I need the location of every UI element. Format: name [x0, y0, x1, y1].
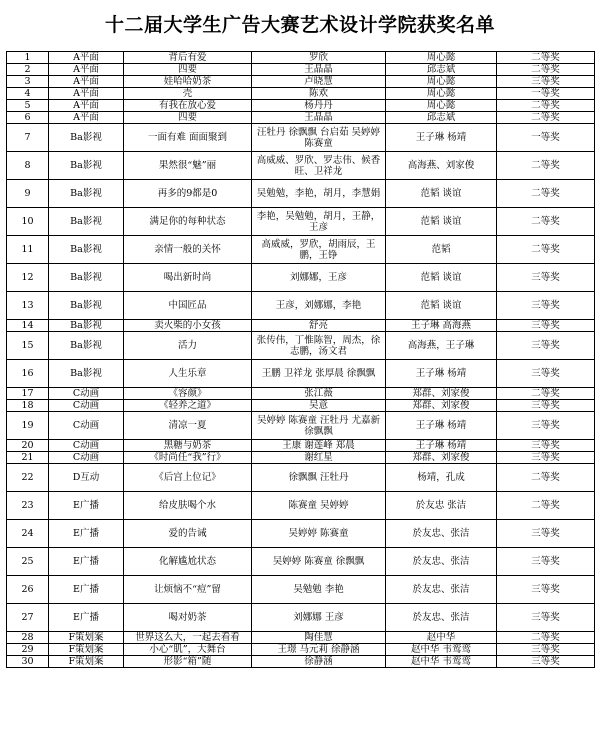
- work-title-cell: 《容颜》: [124, 388, 252, 400]
- award-cell: 三等奖: [497, 400, 595, 412]
- award-cell: 三等奖: [497, 440, 595, 452]
- authors-cell: 陈赛童 吴婷婷: [252, 492, 386, 520]
- table-row: [7, 208, 595, 236]
- row-number: 20: [7, 440, 49, 452]
- row-number: 17: [7, 388, 49, 400]
- award-cell: 三等奖: [497, 264, 595, 292]
- row-number: 10: [7, 208, 49, 236]
- table-row: [7, 52, 595, 64]
- row-number: 25: [7, 548, 49, 576]
- category-cell: A平面: [49, 64, 124, 76]
- teacher-cell: 范韬: [386, 236, 497, 264]
- teacher-cell: 高海燕、刘家俊: [386, 152, 497, 180]
- authors-cell: 罗欣: [252, 52, 386, 64]
- table-row: [7, 292, 595, 320]
- category-cell: C动画: [49, 388, 124, 400]
- row-number: 2: [7, 64, 49, 76]
- award-cell: 三等奖: [497, 292, 595, 320]
- category-cell: Ba影视: [49, 264, 124, 292]
- award-cell: 三等奖: [497, 576, 595, 604]
- category-cell: Ba影视: [49, 124, 124, 152]
- row-number: 15: [7, 332, 49, 360]
- authors-cell: 吴意: [252, 400, 386, 412]
- authors-cell: 王璟 马元莉 徐静涵: [252, 644, 386, 656]
- teacher-cell: 於友忠、张洁: [386, 604, 497, 632]
- award-cell: 二等奖: [497, 152, 595, 180]
- row-number: 30: [7, 656, 49, 668]
- work-title-cell: 让烦恼不“痘”留: [124, 576, 252, 604]
- award-cell: 二等奖: [497, 180, 595, 208]
- authors-cell: 吴婷婷 陈赛童 汪牡丹 尤嘉新 徐飘飘: [252, 412, 386, 440]
- category-cell: Ba影视: [49, 332, 124, 360]
- teacher-cell: 范韬 谈谊: [386, 292, 497, 320]
- work-title-cell: 《后宫上位记》: [124, 464, 252, 492]
- authors-cell: 张江薇: [252, 388, 386, 400]
- row-number: 19: [7, 412, 49, 440]
- teacher-cell: 周心懿: [386, 88, 497, 100]
- work-title-cell: 黑糖与奶茶: [124, 440, 252, 452]
- authors-cell: 王鹏 卫祥龙 张厚晨 徐飘飘: [252, 360, 386, 388]
- row-number: 21: [7, 452, 49, 464]
- award-cell: 三等奖: [497, 548, 595, 576]
- teacher-cell: 邱志斌: [386, 64, 497, 76]
- award-cell: 三等奖: [497, 320, 595, 332]
- award-cell: 二等奖: [497, 236, 595, 264]
- work-title-cell: 形影“箱”随: [124, 656, 252, 668]
- teacher-cell: 周心懿: [386, 52, 497, 64]
- category-cell: F策划案: [49, 656, 124, 668]
- award-table: [6, 51, 595, 668]
- table-row: [7, 412, 595, 440]
- teacher-cell: 王子琳 杨靖: [386, 124, 497, 152]
- category-cell: A平面: [49, 52, 124, 64]
- category-cell: D互动: [49, 464, 124, 492]
- work-title-cell: 《轻养之道》: [124, 400, 252, 412]
- authors-cell: 刘娜娜，王彦: [252, 264, 386, 292]
- authors-cell: 谢红星: [252, 452, 386, 464]
- category-cell: Ba影视: [49, 180, 124, 208]
- table-row: [7, 180, 595, 208]
- table-row: [7, 464, 595, 492]
- category-cell: A平面: [49, 76, 124, 88]
- category-cell: Ba影视: [49, 292, 124, 320]
- row-number: 13: [7, 292, 49, 320]
- award-cell: 三等奖: [497, 332, 595, 360]
- authors-cell: 吴婷婷 陈赛童 徐飘飘: [252, 548, 386, 576]
- work-title-cell: 卖火柴的小女孩: [124, 320, 252, 332]
- category-cell: A平面: [49, 88, 124, 100]
- authors-cell: 王康 谢莲峰 郑晨: [252, 440, 386, 452]
- work-title-cell: 亲情一般的关怀: [124, 236, 252, 264]
- award-cell: 三等奖: [497, 412, 595, 440]
- authors-cell: 刘娜娜 王彦: [252, 604, 386, 632]
- teacher-cell: 高海燕，王子琳: [386, 332, 497, 360]
- category-cell: E广播: [49, 492, 124, 520]
- authors-cell: 舒亮: [252, 320, 386, 332]
- teacher-cell: 周心懿: [386, 76, 497, 88]
- work-title-cell: 四要: [124, 64, 252, 76]
- authors-cell: 王彦，刘娜娜，李艳: [252, 292, 386, 320]
- table-row: [7, 548, 595, 576]
- teacher-cell: 赵中华 韦鸾鸾: [386, 644, 497, 656]
- teacher-cell: 杨靖，孔成: [386, 464, 497, 492]
- category-cell: C动画: [49, 412, 124, 440]
- teacher-cell: 范韬 谈谊: [386, 180, 497, 208]
- teacher-cell: 范韬 谈谊: [386, 208, 497, 236]
- table-row: [7, 64, 595, 76]
- work-title-cell: 爱的告诫: [124, 520, 252, 548]
- table-row: [7, 152, 595, 180]
- award-cell: 三等奖: [497, 656, 595, 668]
- category-cell: E广播: [49, 576, 124, 604]
- table-row: [7, 124, 595, 152]
- authors-cell: 高威威，罗欣，胡雨辰，王鹏，王铮: [252, 236, 386, 264]
- authors-cell: 吴婷婷 陈赛童: [252, 520, 386, 548]
- work-title-cell: 壳: [124, 88, 252, 100]
- authors-cell: 杨丹丹: [252, 100, 386, 112]
- table-row: [7, 76, 595, 88]
- work-title-cell: 化解尴尬状态: [124, 548, 252, 576]
- award-cell: 二等奖: [497, 388, 595, 400]
- authors-cell: 陶佳慧: [252, 632, 386, 644]
- teacher-cell: 赵中华: [386, 632, 497, 644]
- award-cell: 三等奖: [497, 76, 595, 88]
- teacher-cell: 於友忠、张洁: [386, 520, 497, 548]
- row-number: 28: [7, 632, 49, 644]
- authors-cell: 徐飘飘 汪牡丹: [252, 464, 386, 492]
- category-cell: C动画: [49, 452, 124, 464]
- award-cell: 二等奖: [497, 112, 595, 124]
- row-number: 8: [7, 152, 49, 180]
- category-cell: Ba影视: [49, 320, 124, 332]
- table-row: [7, 388, 595, 400]
- table-row: [7, 632, 595, 644]
- work-title-cell: 喝出新时尚: [124, 264, 252, 292]
- table-row: [7, 452, 595, 464]
- authors-cell: 卢晓慧: [252, 76, 386, 88]
- category-cell: F策划案: [49, 644, 124, 656]
- work-title-cell: 四要: [124, 112, 252, 124]
- authors-cell: 高威威、罗欣、罗志伟、候香旺、卫祥龙: [252, 152, 386, 180]
- row-number: 6: [7, 112, 49, 124]
- work-title-cell: 有我在放心爱: [124, 100, 252, 112]
- row-number: 27: [7, 604, 49, 632]
- work-title-cell: 人生乐章: [124, 360, 252, 388]
- teacher-cell: 王子琳 杨靖: [386, 360, 497, 388]
- award-cell: 一等奖: [497, 124, 595, 152]
- authors-cell: 王晶晶: [252, 112, 386, 124]
- table-row: [7, 236, 595, 264]
- row-number: 3: [7, 76, 49, 88]
- award-cell: 二等奖: [497, 492, 595, 520]
- authors-cell: 张传伟，丁惟陈智，周杰，徐志鹏，汤文君: [252, 332, 386, 360]
- row-number: 18: [7, 400, 49, 412]
- award-cell: 二等奖: [497, 464, 595, 492]
- teacher-cell: 郑群、刘家俊: [386, 452, 497, 464]
- row-number: 1: [7, 52, 49, 64]
- category-cell: A平面: [49, 112, 124, 124]
- table-row: [7, 576, 595, 604]
- award-cell: 三等奖: [497, 604, 595, 632]
- category-cell: Ba影视: [49, 236, 124, 264]
- table-row: [7, 604, 595, 632]
- category-cell: E广播: [49, 520, 124, 548]
- teacher-cell: 周心懿: [386, 100, 497, 112]
- award-cell: 三等奖: [497, 360, 595, 388]
- row-number: 14: [7, 320, 49, 332]
- table-row: [7, 264, 595, 292]
- work-title-cell: 满足你的每种状态: [124, 208, 252, 236]
- table-row: [7, 332, 595, 360]
- category-cell: Ba影视: [49, 208, 124, 236]
- table-row: [7, 520, 595, 548]
- teacher-cell: 王子琳 杨靖: [386, 412, 497, 440]
- work-title-cell: 《时尚任“我”行》: [124, 452, 252, 464]
- table-row: [7, 88, 595, 100]
- authors-cell: 李艳，吴勉勉，胡月，王静，王彦: [252, 208, 386, 236]
- teacher-cell: 於友忠、张洁: [386, 576, 497, 604]
- row-number: 7: [7, 124, 49, 152]
- award-cell: 三等奖: [497, 520, 595, 548]
- work-title-cell: 娃哈哈奶茶: [124, 76, 252, 88]
- row-number: 9: [7, 180, 49, 208]
- work-title-cell: 活力: [124, 332, 252, 360]
- row-number: 22: [7, 464, 49, 492]
- award-cell: 三等奖: [497, 452, 595, 464]
- row-number: 24: [7, 520, 49, 548]
- work-title-cell: 背后有爱: [124, 52, 252, 64]
- award-table-body: [7, 52, 595, 668]
- award-cell: 二等奖: [497, 64, 595, 76]
- work-title-cell: 小心“肌”，大舞台: [124, 644, 252, 656]
- teacher-cell: 赵中华 韦鸾鸾: [386, 656, 497, 668]
- work-title-cell: 清凉一夏: [124, 412, 252, 440]
- authors-cell: 汪牡丹 徐飘飘 台启茹 吴婷婷 陈赛童: [252, 124, 386, 152]
- table-row: [7, 360, 595, 388]
- work-title-cell: 喝对奶茶: [124, 604, 252, 632]
- category-cell: Ba影视: [49, 360, 124, 388]
- row-number: 29: [7, 644, 49, 656]
- row-number: 11: [7, 236, 49, 264]
- award-cell: 三等奖: [497, 644, 595, 656]
- award-cell: 一等奖: [497, 88, 595, 100]
- table-row: [7, 320, 595, 332]
- teacher-cell: 郑群、刘家俊: [386, 400, 497, 412]
- award-cell: 二等奖: [497, 100, 595, 112]
- row-number: 26: [7, 576, 49, 604]
- award-cell: 二等奖: [497, 632, 595, 644]
- document-title: 十二届大学生广告大赛艺术设计学院获奖名单: [104, 14, 495, 36]
- work-title-cell: 再多的9都是0: [124, 180, 252, 208]
- teacher-cell: 范韬 谈谊: [386, 264, 497, 292]
- row-number: 5: [7, 100, 49, 112]
- teacher-cell: 於友忠 张洁: [386, 492, 497, 520]
- category-cell: E广播: [49, 548, 124, 576]
- teacher-cell: 郑群、刘家俊: [386, 388, 497, 400]
- category-cell: A平面: [49, 100, 124, 112]
- table-row: [7, 100, 595, 112]
- authors-cell: 陈欢: [252, 88, 386, 100]
- table-row: [7, 644, 595, 656]
- authors-cell: 吴勉勉 李艳: [252, 576, 386, 604]
- award-cell: 二等奖: [497, 208, 595, 236]
- category-cell: C动画: [49, 400, 124, 412]
- work-title-cell: 果然很“魅”丽: [124, 152, 252, 180]
- row-number: 4: [7, 88, 49, 100]
- authors-cell: 吴勉勉，李艳，胡月，李慧娟: [252, 180, 386, 208]
- table-row: [7, 492, 595, 520]
- award-cell: 二等奖: [497, 52, 595, 64]
- table-row: [7, 656, 595, 668]
- teacher-cell: 王子琳 杨靖: [386, 440, 497, 452]
- teacher-cell: 王子琳 高海燕: [386, 320, 497, 332]
- table-row: [7, 400, 595, 412]
- table-row: [7, 440, 595, 452]
- work-title-cell: 一面有难 面面聚到: [124, 124, 252, 152]
- row-number: 12: [7, 264, 49, 292]
- category-cell: E广播: [49, 604, 124, 632]
- category-cell: F策划案: [49, 632, 124, 644]
- row-number: 16: [7, 360, 49, 388]
- authors-cell: 徐静涵: [252, 656, 386, 668]
- work-title-cell: 世界这么大，一起去看看: [124, 632, 252, 644]
- row-number: 23: [7, 492, 49, 520]
- work-title-cell: 中国匠品: [124, 292, 252, 320]
- authors-cell: 王晶晶: [252, 64, 386, 76]
- table-row: [7, 112, 595, 124]
- work-title-cell: 给皮肤喝个水: [124, 492, 252, 520]
- category-cell: C动画: [49, 440, 124, 452]
- teacher-cell: 於友忠、张洁: [386, 548, 497, 576]
- category-cell: Ba影视: [49, 152, 124, 180]
- teacher-cell: 邱志斌: [386, 112, 497, 124]
